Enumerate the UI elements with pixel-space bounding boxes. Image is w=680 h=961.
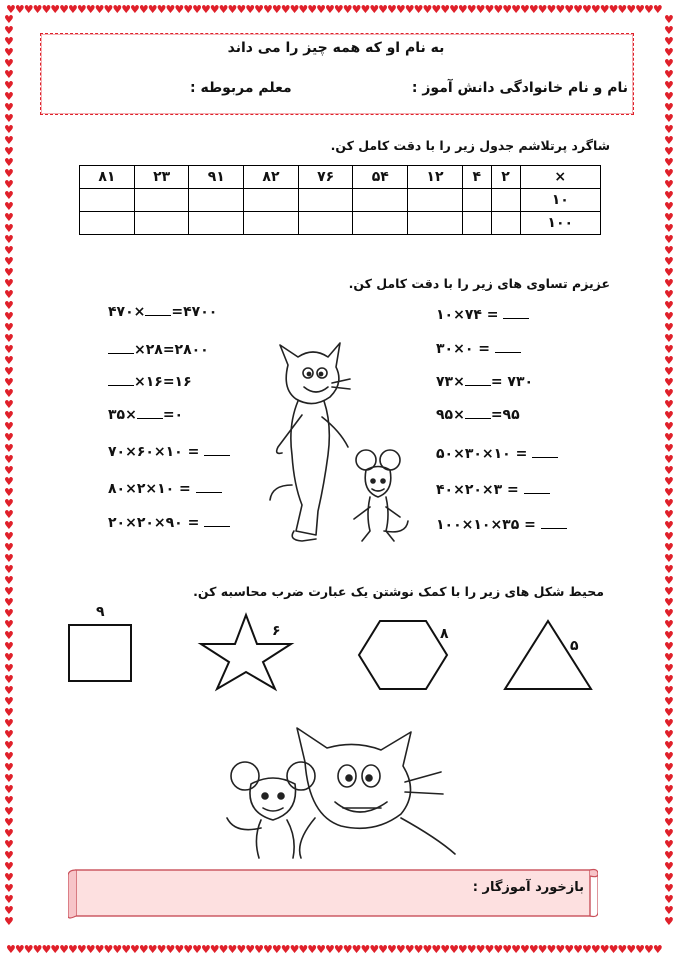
multiplication-table	[79, 165, 601, 235]
heart-border-left: ♥♥♥♥♥♥♥♥♥♥♥♥♥♥♥♥♥♥♥♥♥♥♥♥♥♥♥♥♥♥♥♥♥♥♥♥♥♥♥♥♥♥♥♥♥♥♥♥♥♥♥♥♥♥♥♥♥♥♥♥♥♥♥♥♥♥♥♥♥♥♥♥♥♥♥♥♥♥♥♥♥♥♥	[4, 14, 13, 928]
table-instruction: شاگرد پرتلاشم جدول زیر را با دقت کامل کن.	[330, 138, 610, 153]
star-shape	[196, 612, 296, 692]
student-name-label: نام و نام خانوادگی دانش آموز :	[411, 80, 628, 96]
equation-left-7: ۲۰×۲۰×۹۰ =	[108, 514, 230, 531]
hexagon-shape	[356, 618, 450, 692]
heart-border-bottom: ♥♥♥♥♥♥♥♥♥♥♥♥♥♥♥♥♥♥♥♥♥♥♥♥♥♥♥♥♥♥♥♥♥♥♥♥♥♥♥♥♥♥♥♥♥♥♥♥♥♥♥♥♥♥♥♥♥♥♥♥♥♥♥♥♥♥♥♥♥♥♥♥♥♥	[6, 944, 662, 956]
equation-right-4: ۹۵× =۹۵	[436, 407, 520, 423]
answer-blank[interactable]	[465, 373, 491, 386]
table-row	[80, 189, 601, 212]
equation-right-6: ۴۰×۲۰×۳ =	[436, 481, 550, 498]
table-row-label: ۱۰۰	[520, 212, 601, 235]
equation-right-5: ۵۰×۳۰×۱۰ =	[436, 445, 558, 462]
teacher-feedback-label: بازخورد آموزگار :	[472, 880, 584, 895]
answer-blank[interactable]	[196, 480, 222, 493]
table-header-cell: ۵۴	[353, 166, 408, 189]
answer-blank[interactable]	[524, 481, 550, 494]
table-row	[80, 212, 601, 235]
heart-border-top: ♥♥♥♥♥♥♥♥♥♥♥♥♥♥♥♥♥♥♥♥♥♥♥♥♥♥♥♥♥♥♥♥♥♥♥♥♥♥♥♥♥♥♥♥♥♥♥♥♥♥♥♥♥♥♥♥♥♥♥♥♥♥♥♥♥♥♥♥♥♥♥♥♥♥	[6, 4, 662, 16]
table-header-cell: ×	[520, 166, 601, 189]
table-header-cell: ۲	[491, 166, 520, 189]
table-answer-cell[interactable]	[491, 212, 520, 235]
table-answer-cell[interactable]	[244, 212, 299, 235]
equation-left-1: ۴۷۰× =۴۷۰۰	[108, 304, 218, 320]
table-header-cell: ۱۲	[408, 166, 463, 189]
table-header-cell: ۴	[462, 166, 491, 189]
perimeter-instruction: محیط شکل های زیر را با کمک نوشتن یک عبارت ضرب محاسبه کن.	[193, 584, 604, 599]
teacher-label: معلم مربوطه :	[190, 80, 292, 96]
answer-blank[interactable]	[145, 303, 171, 316]
triangle-side-label: ۵	[570, 638, 579, 654]
answer-blank[interactable]	[204, 443, 230, 456]
equation-left-3: ×۱۶=۱۶	[108, 373, 192, 390]
equations-instruction: عزیزم تساوی های زیر را با دقت کامل کن.	[348, 276, 610, 291]
table-header-cell: ۸۲	[244, 166, 299, 189]
equation-right-2: ۳۰×۰ =	[436, 340, 521, 357]
answer-blank[interactable]	[495, 340, 521, 353]
table-answer-cell[interactable]	[408, 212, 463, 235]
cat-and-mouse-illustration	[258, 335, 418, 560]
table-answer-cell[interactable]	[244, 189, 299, 212]
equation-left-6: ۸۰×۲×۱۰ =	[108, 480, 222, 497]
equation-left-4: ۳۵× =۰	[108, 407, 184, 423]
table-answer-cell[interactable]	[189, 212, 244, 235]
table-answer-cell[interactable]	[491, 189, 520, 212]
answer-blank[interactable]	[503, 306, 529, 319]
table-answer-cell[interactable]	[80, 189, 135, 212]
equation-right-7: ۱۰۰×۱۰×۳۵ =	[436, 516, 567, 533]
table-answer-cell[interactable]	[298, 212, 353, 235]
table-answer-cell[interactable]	[353, 189, 408, 212]
table-row-label: ۱۰	[520, 189, 601, 212]
square-side-label: ۹	[96, 604, 105, 620]
table-answer-cell[interactable]	[408, 189, 463, 212]
table-answer-cell[interactable]	[462, 212, 491, 235]
table-answer-cell[interactable]	[134, 212, 189, 235]
table-answer-cell[interactable]	[80, 212, 135, 235]
star-side-label: ۶	[272, 623, 281, 639]
table-header-cell: ۷۶	[298, 166, 353, 189]
answer-blank[interactable]	[108, 373, 134, 386]
equation-right-3: ۷۳× = ۷۳۰	[436, 374, 534, 390]
equation-left-2: ×۲۸=۲۸۰۰	[108, 341, 209, 358]
basmala-title: به نام او که همه چیز را می داند	[227, 40, 445, 56]
answer-blank[interactable]	[532, 445, 558, 458]
table-header-cell: ۸۱	[80, 166, 135, 189]
table-header-cell: ۲۳	[134, 166, 189, 189]
equation-right-1: ۱۰×۷۴ =	[436, 306, 529, 323]
table-answer-cell[interactable]	[462, 189, 491, 212]
table-answer-cell[interactable]	[189, 189, 244, 212]
answer-blank[interactable]	[108, 341, 134, 354]
answer-blank[interactable]	[137, 406, 163, 419]
square-shape	[66, 622, 136, 684]
table-answer-cell[interactable]	[353, 212, 408, 235]
answer-blank[interactable]	[204, 514, 230, 527]
cartoon-friends-illustration	[205, 722, 465, 862]
table-answer-cell[interactable]	[298, 189, 353, 212]
table-header-row	[80, 166, 601, 189]
answer-blank[interactable]	[465, 406, 491, 419]
hexagon-side-label: ۸	[440, 626, 449, 642]
triangle-shape	[502, 618, 594, 692]
table-answer-cell[interactable]	[134, 189, 189, 212]
heart-border-right: ♥♥♥♥♥♥♥♥♥♥♥♥♥♥♥♥♥♥♥♥♥♥♥♥♥♥♥♥♥♥♥♥♥♥♥♥♥♥♥♥♥♥♥♥♥♥♥♥♥♥♥♥♥♥♥♥♥♥♥♥♥♥♥♥♥♥♥♥♥♥♥♥♥♥♥♥♥♥♥♥♥♥♥	[664, 14, 673, 928]
table-header-cell: ۹۱	[189, 166, 244, 189]
equation-left-5: ۷۰×۶۰×۱۰ =	[108, 443, 230, 460]
answer-blank[interactable]	[541, 516, 567, 529]
